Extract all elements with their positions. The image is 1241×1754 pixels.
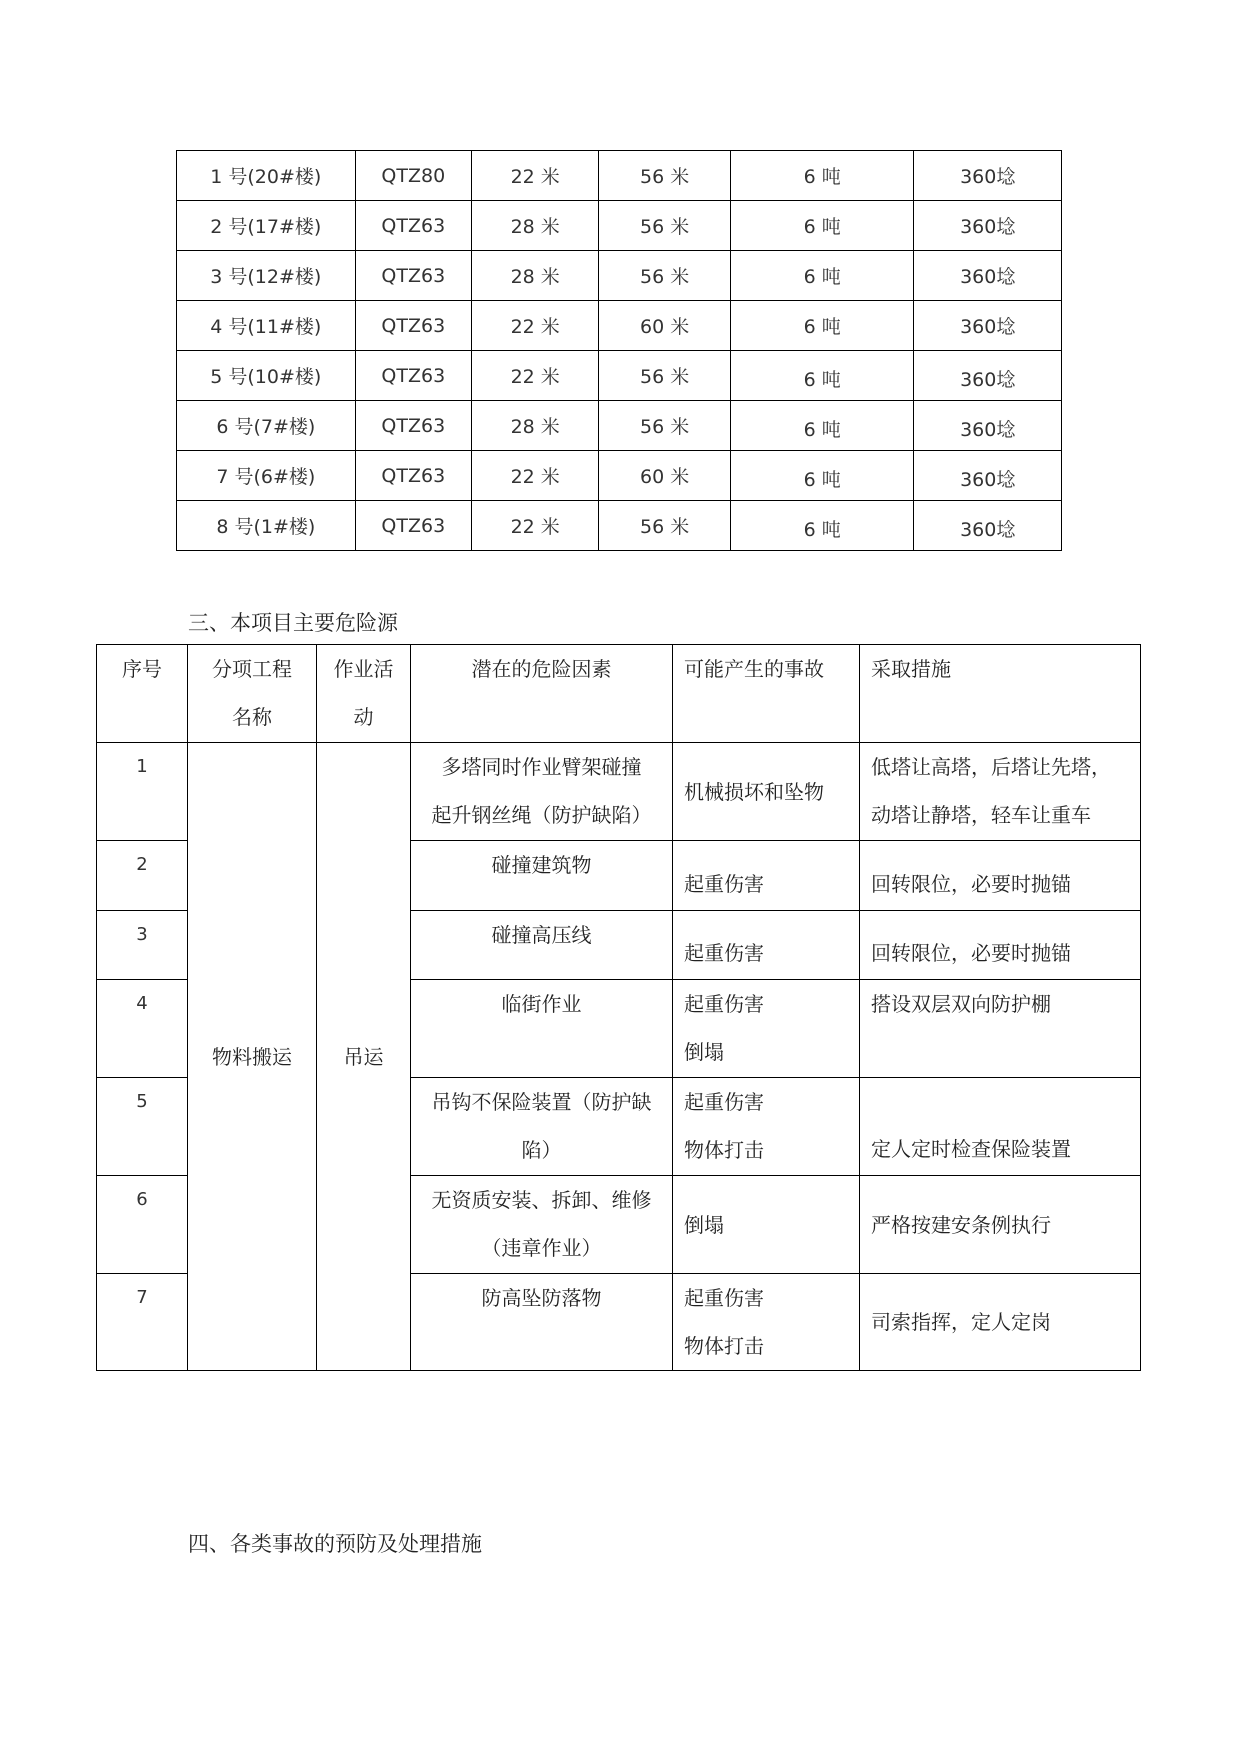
- accident-line: 物体打击: [684, 1334, 764, 1358]
- table-row: [177, 451, 1062, 501]
- risk-cell: 碰撞高压线: [411, 911, 673, 980]
- row-seq: 7: [97, 1274, 188, 1371]
- risk-cell: 临街作业: [411, 980, 673, 1078]
- crane-load: 6 吨: [730, 151, 914, 201]
- accident-cell: [673, 980, 860, 1078]
- crane-arm-length: 22 米: [471, 301, 598, 351]
- table-row: [177, 351, 1062, 401]
- crane-height: 56 米: [599, 501, 730, 551]
- crane-model: QTZ63: [355, 301, 471, 351]
- accident-cell: [673, 1078, 860, 1176]
- crane-id: 6 号(7#楼): [177, 401, 356, 451]
- activity-cell: 吊运: [317, 743, 411, 1371]
- crane-rotation: 360埝: [914, 451, 1062, 501]
- table-row: [177, 501, 1062, 551]
- header-activity-line2: 动: [353, 705, 374, 729]
- crane-arm-length: 22 米: [471, 451, 598, 501]
- crane-model: QTZ63: [355, 401, 471, 451]
- risk-cell: 碰撞建筑物: [411, 841, 673, 911]
- header-project-line1: 分项工程: [212, 657, 292, 681]
- header-risk: 潜在的危险因素: [411, 645, 673, 743]
- section-heading-prevention: 四、各类事故的预防及处理措施: [188, 1532, 482, 1556]
- crane-load: 6 吨: [730, 251, 914, 301]
- crane-model: QTZ80: [355, 151, 471, 201]
- row-seq: 3: [97, 911, 188, 980]
- crane-load: 6 吨: [730, 401, 914, 451]
- crane-arm-length: 28 米: [471, 201, 598, 251]
- table-row: [177, 201, 1062, 251]
- crane-rotation: 360埝: [914, 401, 1062, 451]
- header-seq: 序号: [97, 645, 188, 743]
- crane-rotation: 360埝: [914, 151, 1062, 201]
- crane-table: [176, 150, 1062, 551]
- measures-cell: [860, 743, 1141, 841]
- table-header-row: [97, 645, 1141, 743]
- accident-line: 起重伤害: [684, 1090, 764, 1114]
- crane-table-body: [177, 151, 1062, 551]
- crane-height: 56 米: [599, 401, 730, 451]
- header-measures: 采取措施: [860, 645, 1141, 743]
- crane-arm-length: 22 米: [471, 151, 598, 201]
- crane-load: 6 吨: [730, 201, 914, 251]
- row-seq: 6: [97, 1176, 188, 1274]
- crane-arm-length: 22 米: [471, 351, 598, 401]
- table-row: [177, 251, 1062, 301]
- crane-arm-length: 28 米: [471, 401, 598, 451]
- crane-load: 6 吨: [730, 501, 914, 551]
- crane-id: 2 号(17#楼): [177, 201, 356, 251]
- accident-line: 物体打击: [684, 1138, 764, 1162]
- crane-height: 56 米: [599, 351, 730, 401]
- measures-cell: 回转限位，必要时抛锚: [860, 911, 1141, 980]
- risk-cell: [411, 1078, 673, 1176]
- measures-line: 动塔让静塔，轻车让重车: [871, 803, 1091, 827]
- accident-line: 倒塌: [684, 1040, 724, 1064]
- crane-arm-length: 28 米: [471, 251, 598, 301]
- accident-cell: 起重伤害: [673, 841, 860, 911]
- crane-load: 6 吨: [730, 301, 914, 351]
- measures-cell: 搭设双层双向防护棚: [860, 980, 1141, 1078]
- measures-cell: 定人定时检查保险装置: [860, 1078, 1141, 1176]
- crane-id: 3 号(12#楼): [177, 251, 356, 301]
- risk-line: 起升钢丝绳（防护缺陷）: [431, 803, 652, 827]
- row-seq: 2: [97, 841, 188, 911]
- crane-rotation: 360埝: [914, 251, 1062, 301]
- crane-id: 7 号(6#楼): [177, 451, 356, 501]
- risk-line: 多塔同时作业臂架碰撞: [441, 755, 642, 779]
- crane-height: 56 米: [599, 201, 730, 251]
- row-seq: 1: [97, 743, 188, 841]
- risk-line: （违章作业）: [481, 1236, 602, 1260]
- crane-id: 4 号(11#楼): [177, 301, 356, 351]
- table-row: [177, 301, 1062, 351]
- risk-cell: 防高坠防落物: [411, 1274, 673, 1371]
- accident-cell: 起重伤害: [673, 911, 860, 980]
- crane-height: 56 米: [599, 151, 730, 201]
- crane-load: 6 吨: [730, 451, 914, 501]
- crane-height: 56 米: [599, 251, 730, 301]
- risk-line: 陷）: [521, 1138, 562, 1162]
- table-row: [177, 401, 1062, 451]
- crane-id: 5 号(10#楼): [177, 351, 356, 401]
- header-activity: [317, 645, 411, 743]
- measures-cell: 严格按建安条例执行: [860, 1176, 1141, 1274]
- crane-rotation: 360埝: [914, 201, 1062, 251]
- crane-load: 6 吨: [730, 351, 914, 401]
- accident-line: 起重伤害: [684, 1286, 764, 1310]
- risk-cell: [411, 743, 673, 841]
- crane-model: QTZ63: [355, 251, 471, 301]
- crane-rotation: 360埝: [914, 301, 1062, 351]
- crane-rotation: 360埝: [914, 501, 1062, 551]
- measures-cell: 回转限位，必要时抛锚: [860, 841, 1141, 911]
- row-seq: 4: [97, 980, 188, 1078]
- row-seq: 5: [97, 1078, 188, 1176]
- risk-cell: [411, 1176, 673, 1274]
- crane-rotation: 360埝: [914, 351, 1062, 401]
- crane-id: 1 号(20#楼): [177, 151, 356, 201]
- crane-model: QTZ63: [355, 451, 471, 501]
- table-row: [97, 743, 1141, 841]
- crane-model: QTZ63: [355, 501, 471, 551]
- accident-cell: 机械损坏和坠物: [673, 743, 860, 841]
- crane-arm-length: 22 米: [471, 501, 598, 551]
- table-row: [177, 151, 1062, 201]
- hazard-table-body: [97, 645, 1141, 1371]
- accident-cell: [673, 1274, 860, 1371]
- risk-line: 无资质安装、拆卸、维修: [431, 1188, 652, 1212]
- risk-line: 吊钩不保险装置（防护缺: [431, 1090, 652, 1114]
- section-heading-hazards: 三、本项目主要危险源: [188, 611, 398, 635]
- header-accident: 可能产生的事故: [673, 645, 860, 743]
- crane-height: 60 米: [599, 301, 730, 351]
- header-project: [188, 645, 317, 743]
- crane-model: QTZ63: [355, 201, 471, 251]
- hazard-table: [96, 644, 1141, 1371]
- header-project-line2: 名称: [232, 705, 272, 729]
- crane-model: QTZ63: [355, 351, 471, 401]
- accident-cell: 倒塌: [673, 1176, 860, 1274]
- measures-line: 低塔让高塔，后塔让先塔，: [871, 755, 1111, 779]
- crane-id: 8 号(1#楼): [177, 501, 356, 551]
- header-activity-line1: 作业活: [333, 657, 394, 681]
- measures-cell: 司索指挥，定人定岗: [860, 1274, 1141, 1371]
- project-name-cell: 物料搬运: [188, 743, 317, 1371]
- crane-height: 60 米: [599, 451, 730, 501]
- accident-line: 起重伤害: [684, 992, 764, 1016]
